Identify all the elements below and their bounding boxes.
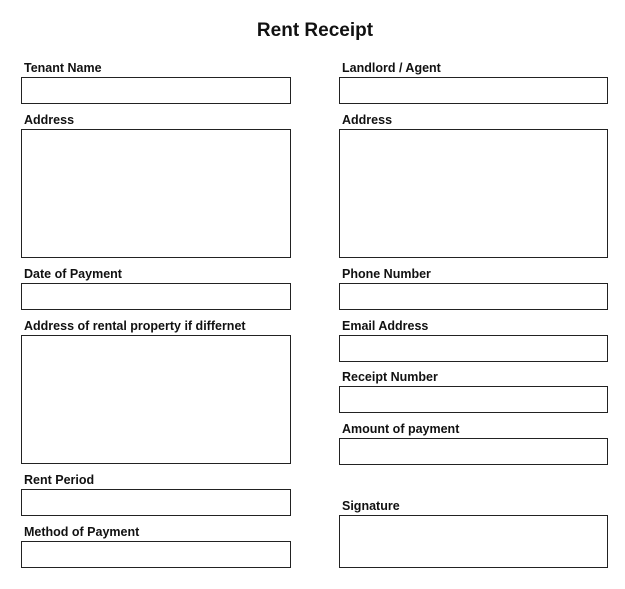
email-address-field-box [339,335,608,362]
landlord-address-label: Address [342,113,393,127]
amount-of-payment-input[interactable] [340,439,607,464]
landlord-agent-input[interactable] [340,78,607,103]
rent-period-input[interactable] [22,490,290,515]
landlord-agent-label: Landlord / Agent [342,61,441,75]
receipt-number-label: Receipt Number [342,370,438,384]
signature-input[interactable] [340,516,607,567]
receipt-number-field-box [339,386,608,413]
method-of-payment-input[interactable] [22,542,290,567]
date-of-payment-input[interactable] [22,284,290,309]
method-of-payment-label: Method of Payment [24,525,140,539]
date-of-payment-label: Date of Payment [24,267,122,281]
date-of-payment-field-box [21,283,291,310]
rent-period-label: Rent Period [24,473,95,487]
rent-period-field-box [21,489,291,516]
rental-address-label: Address of rental property if differnet [24,319,246,333]
phone-number-field-box [339,283,608,310]
tenant-name-label: Tenant Name [24,61,102,75]
landlord-agent-field-box [339,77,608,104]
tenant-address-input[interactable] [22,130,290,257]
landlord-address-field-box [339,129,608,258]
email-address-label: Email Address [342,319,429,333]
receipt-number-input[interactable] [340,387,607,412]
phone-number-input[interactable] [340,284,607,309]
email-address-input[interactable] [340,336,607,361]
tenant-address-field-box [21,129,291,258]
tenant-name-field-box [21,77,291,104]
landlord-address-input[interactable] [340,130,607,257]
form-title: Rent Receipt [256,20,374,41]
rental-address-field-box [21,335,291,464]
tenant-address-label: Address [24,113,75,127]
amount-of-payment-label: Amount of payment [342,422,460,436]
phone-number-label: Phone Number [342,267,431,281]
signature-field-box [339,515,608,568]
amount-of-payment-field-box [339,438,608,465]
tenant-name-input[interactable] [22,78,290,103]
method-of-payment-field-box [21,541,291,568]
rental-address-input[interactable] [22,336,290,463]
signature-label: Signature [342,499,400,513]
